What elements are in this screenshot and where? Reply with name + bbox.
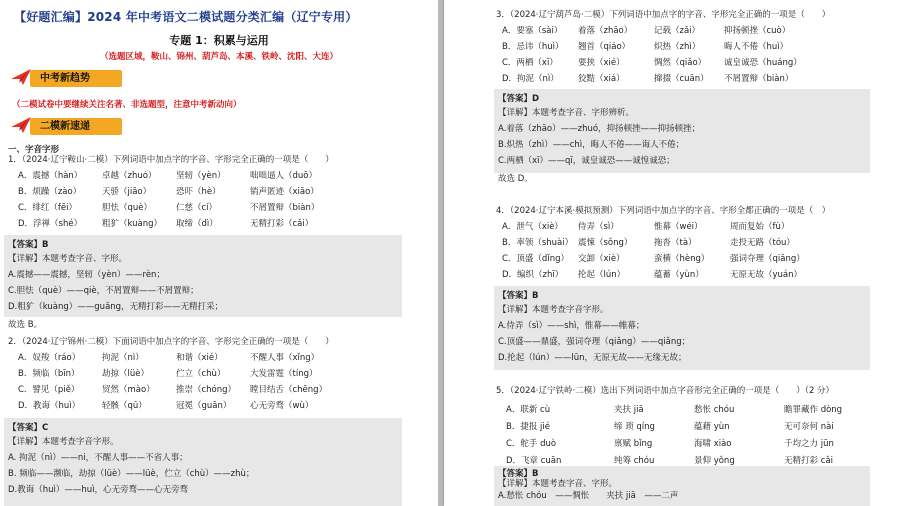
- q5-option-a: A．联新 cù 夹扶 jiā 愁怅 chóu 瞻罪藏作 dòng: [506, 405, 843, 415]
- q1-explain-a: A.震撼——震撼，坚轫（yèn）——rèn；: [8, 270, 165, 280]
- q4-option-a: A．泄气（xiè） 侍弄（sì） 惟幕（wéi） 周而复始（fù）: [502, 222, 790, 232]
- q5-option-b: B．捷报 jié 缔 琐 qíng 蕴藉 yùn 无可奈何 nài: [506, 422, 834, 432]
- q1-option-d: D．浮禅（shé） 粗犷（kuàng） 取缔（dì） 无精打彩（cǎi）: [18, 219, 314, 229]
- q5-detail: 【详解】本题考查字音、字形。: [498, 479, 618, 489]
- q3-stem: 3．（2024·辽宁葫芦岛·二模）下列词语中加点字的字音、字形完全正确的一项是（ ）: [496, 10, 831, 20]
- q1-detail: 【详解】本题考查字音、字形。: [8, 254, 128, 264]
- q5-option-d: D．飞章 cuān 纯筹 chóu 景仰 yǒng 无精打彩 cǎi: [506, 456, 833, 466]
- q2-explain-a: A. 拘泥（nì）——ni，不醒人事——不省人事；: [8, 453, 188, 463]
- q2-stem: 2．（2024·辽宁锦州·二模）下面词语中加点字的字音、字形完全正确的一项是（ ）: [8, 337, 334, 347]
- q1-option-b: B．烦躁（zào） 天骄（jiāo） 恐吓（hè） 销声匿迹（xiāo）: [18, 187, 319, 197]
- q4-option-c: C．顶盛（dǐng） 交卸（xiè） 蛮横（hèng） 强词夺理（qiǎng）: [502, 254, 805, 264]
- paper-plane-icon: [10, 67, 32, 87]
- q5-answer: 【答案】B: [498, 469, 539, 479]
- page-left: [0, 0, 438, 506]
- q4-detail: 【详解】本题考查字音字形。: [498, 305, 609, 315]
- q3-option-c: C．两栖（xī） 要挟（xié） 惆然（qiǎo） 诚皇诚恐（huáng）: [502, 58, 802, 68]
- topic-heading: 专题 1：积累与运用: [169, 34, 269, 47]
- q4-explain-d: D.抡起（lún）——lūn，无原无故——无缘无故；: [498, 353, 687, 363]
- q4-explain-a: A.侍弄（sì）——shì，惟幕——帷幕；: [498, 321, 645, 331]
- q1-explain-c: C.胆怯（què）——qiè，不屑置辩——不屑置辩；: [8, 286, 199, 296]
- q3-explain-a: A.着落（zhāo）——zhuó，抑扬顿挫——抑扬顿挫；: [498, 124, 701, 134]
- q5-option-c: C．舵手 duò 禀赋 bǐng 海啸 xiào 千均之力 jūn: [506, 439, 834, 449]
- q2-answer: 【答案】C: [8, 423, 49, 433]
- paper-plane-icon: [10, 115, 32, 135]
- recent-banner-label: 二模新速递: [30, 118, 122, 135]
- q3-option-b: B．忌讳（huì） 翘首（qiáo） 炽热（zhì） 晦人不倦（huì）: [502, 42, 789, 52]
- q1-explain-d: D.粗犷（kuàng）——guǎng，无精打彩——无精打采；: [8, 302, 224, 312]
- q1-stem: 1．（2024·辽宁鞍山·二模）下列词语中加点字的字音、字形完全正确的一项是（ ）: [8, 155, 334, 165]
- q3-option-d: D．拘泥（nì） 狡黠（xiá） 撺掇（cuān） 不屑置辩（biàn）: [502, 74, 794, 84]
- q2-option-a: A．奴羧（ráo） 拘泥（nì） 和谐（xié） 不醒人事（xǐng）: [18, 353, 320, 363]
- page-right: [444, 0, 900, 506]
- q2-option-c: C．譬见（piě） 贸然（mào） 推崇（chóng） 瞠目结舌（chēng）: [18, 385, 328, 395]
- q4-option-d: D．编织（zhī） 抡起（lún） 蕴蓄（yùn） 无原无故（yuán）: [502, 270, 803, 280]
- document-title: 【好题汇编】2024 年中考语文二模试题分类汇编（辽宁专用）: [14, 10, 358, 24]
- q1-choose: 故选 B。: [8, 320, 43, 330]
- q5-explain-a: A.愁怅 chóu ——惆怅 夹扶 jiā ——二声: [498, 491, 679, 501]
- q2-explain-d: D.教诲（huì）——huì，心无旁骛——心无旁骛: [8, 485, 189, 495]
- q2-explain-b: B. 频临——濒临，劫掠（lüè）——lüè，伫立（chù）——zhù；: [8, 469, 255, 479]
- q2-option-d: D．教诲（huì） 轻骸（qū） 冠冕（guān） 心无旁骛（wù）: [18, 401, 314, 411]
- q4-stem: 4．（2024·辽宁本溪·模拟预测）下列词语中加点字的字音、字形全都正确的一项是（ ）: [496, 206, 831, 216]
- q3-explain-b: B.炽热（zhì）——chì，晦人不倦——诲人不倦；: [498, 140, 685, 150]
- trend-note: （二模试卷中要继续关注名著、非选题型，注意中考新动向）: [12, 100, 242, 110]
- q3-answer: 【答案】D: [498, 94, 540, 104]
- q3-choose: 故选 D。: [498, 174, 533, 184]
- q2-detail: 【详解】本题考查字音字形。: [8, 437, 119, 447]
- q1-option-a: A．震撼（hàn） 卓越（zhuó） 坚轫（yèn） 咄咄逼人（duō）: [18, 171, 317, 181]
- section-heading: 一、字音字形: [8, 145, 60, 155]
- q4-explain-c: C.顶盛——鼎盛，强词夺理（qiǎng）——qiǎng；: [498, 337, 691, 347]
- q1-answer: 【答案】B: [8, 240, 49, 250]
- q4-answer: 【答案】B: [498, 291, 539, 301]
- region-note: （选题区域，鞍山、锦州、葫芦岛、本溪、铁岭、沈阳、大连）: [99, 52, 338, 62]
- q5-stem: 5．（2024·辽宁铁岭·二模）选出下列词语中加点字音形完全正确的一项是（ ）（2 分）: [496, 386, 835, 396]
- q1-option-c: C．绯红（fēi） 胆怯（què） 仁慈（cí） 不屑置辩（biàn）: [18, 203, 320, 213]
- q3-option-a: A．要塞（sài） 着落（zhāo） 记载（zǎi） 抑扬顿挫（cuò）: [502, 26, 791, 36]
- q3-detail: 【详解】本题考查字音、字形辨析。: [498, 108, 635, 118]
- q4-option-b: B．率领（shuài） 震悚（sǒng） 拖沓（tà） 走投无路（tóu）: [502, 238, 795, 248]
- q3-explain-c: C.两栖（xī）——qī，诚皇诚恐——诚惶诚恐；: [498, 156, 675, 166]
- trend-banner-label: 中考新趋势: [30, 70, 122, 87]
- q2-option-b: B．频临（bīn） 劫掠（lüè） 伫立（chù） 大发雷霆（tíng）: [18, 369, 318, 379]
